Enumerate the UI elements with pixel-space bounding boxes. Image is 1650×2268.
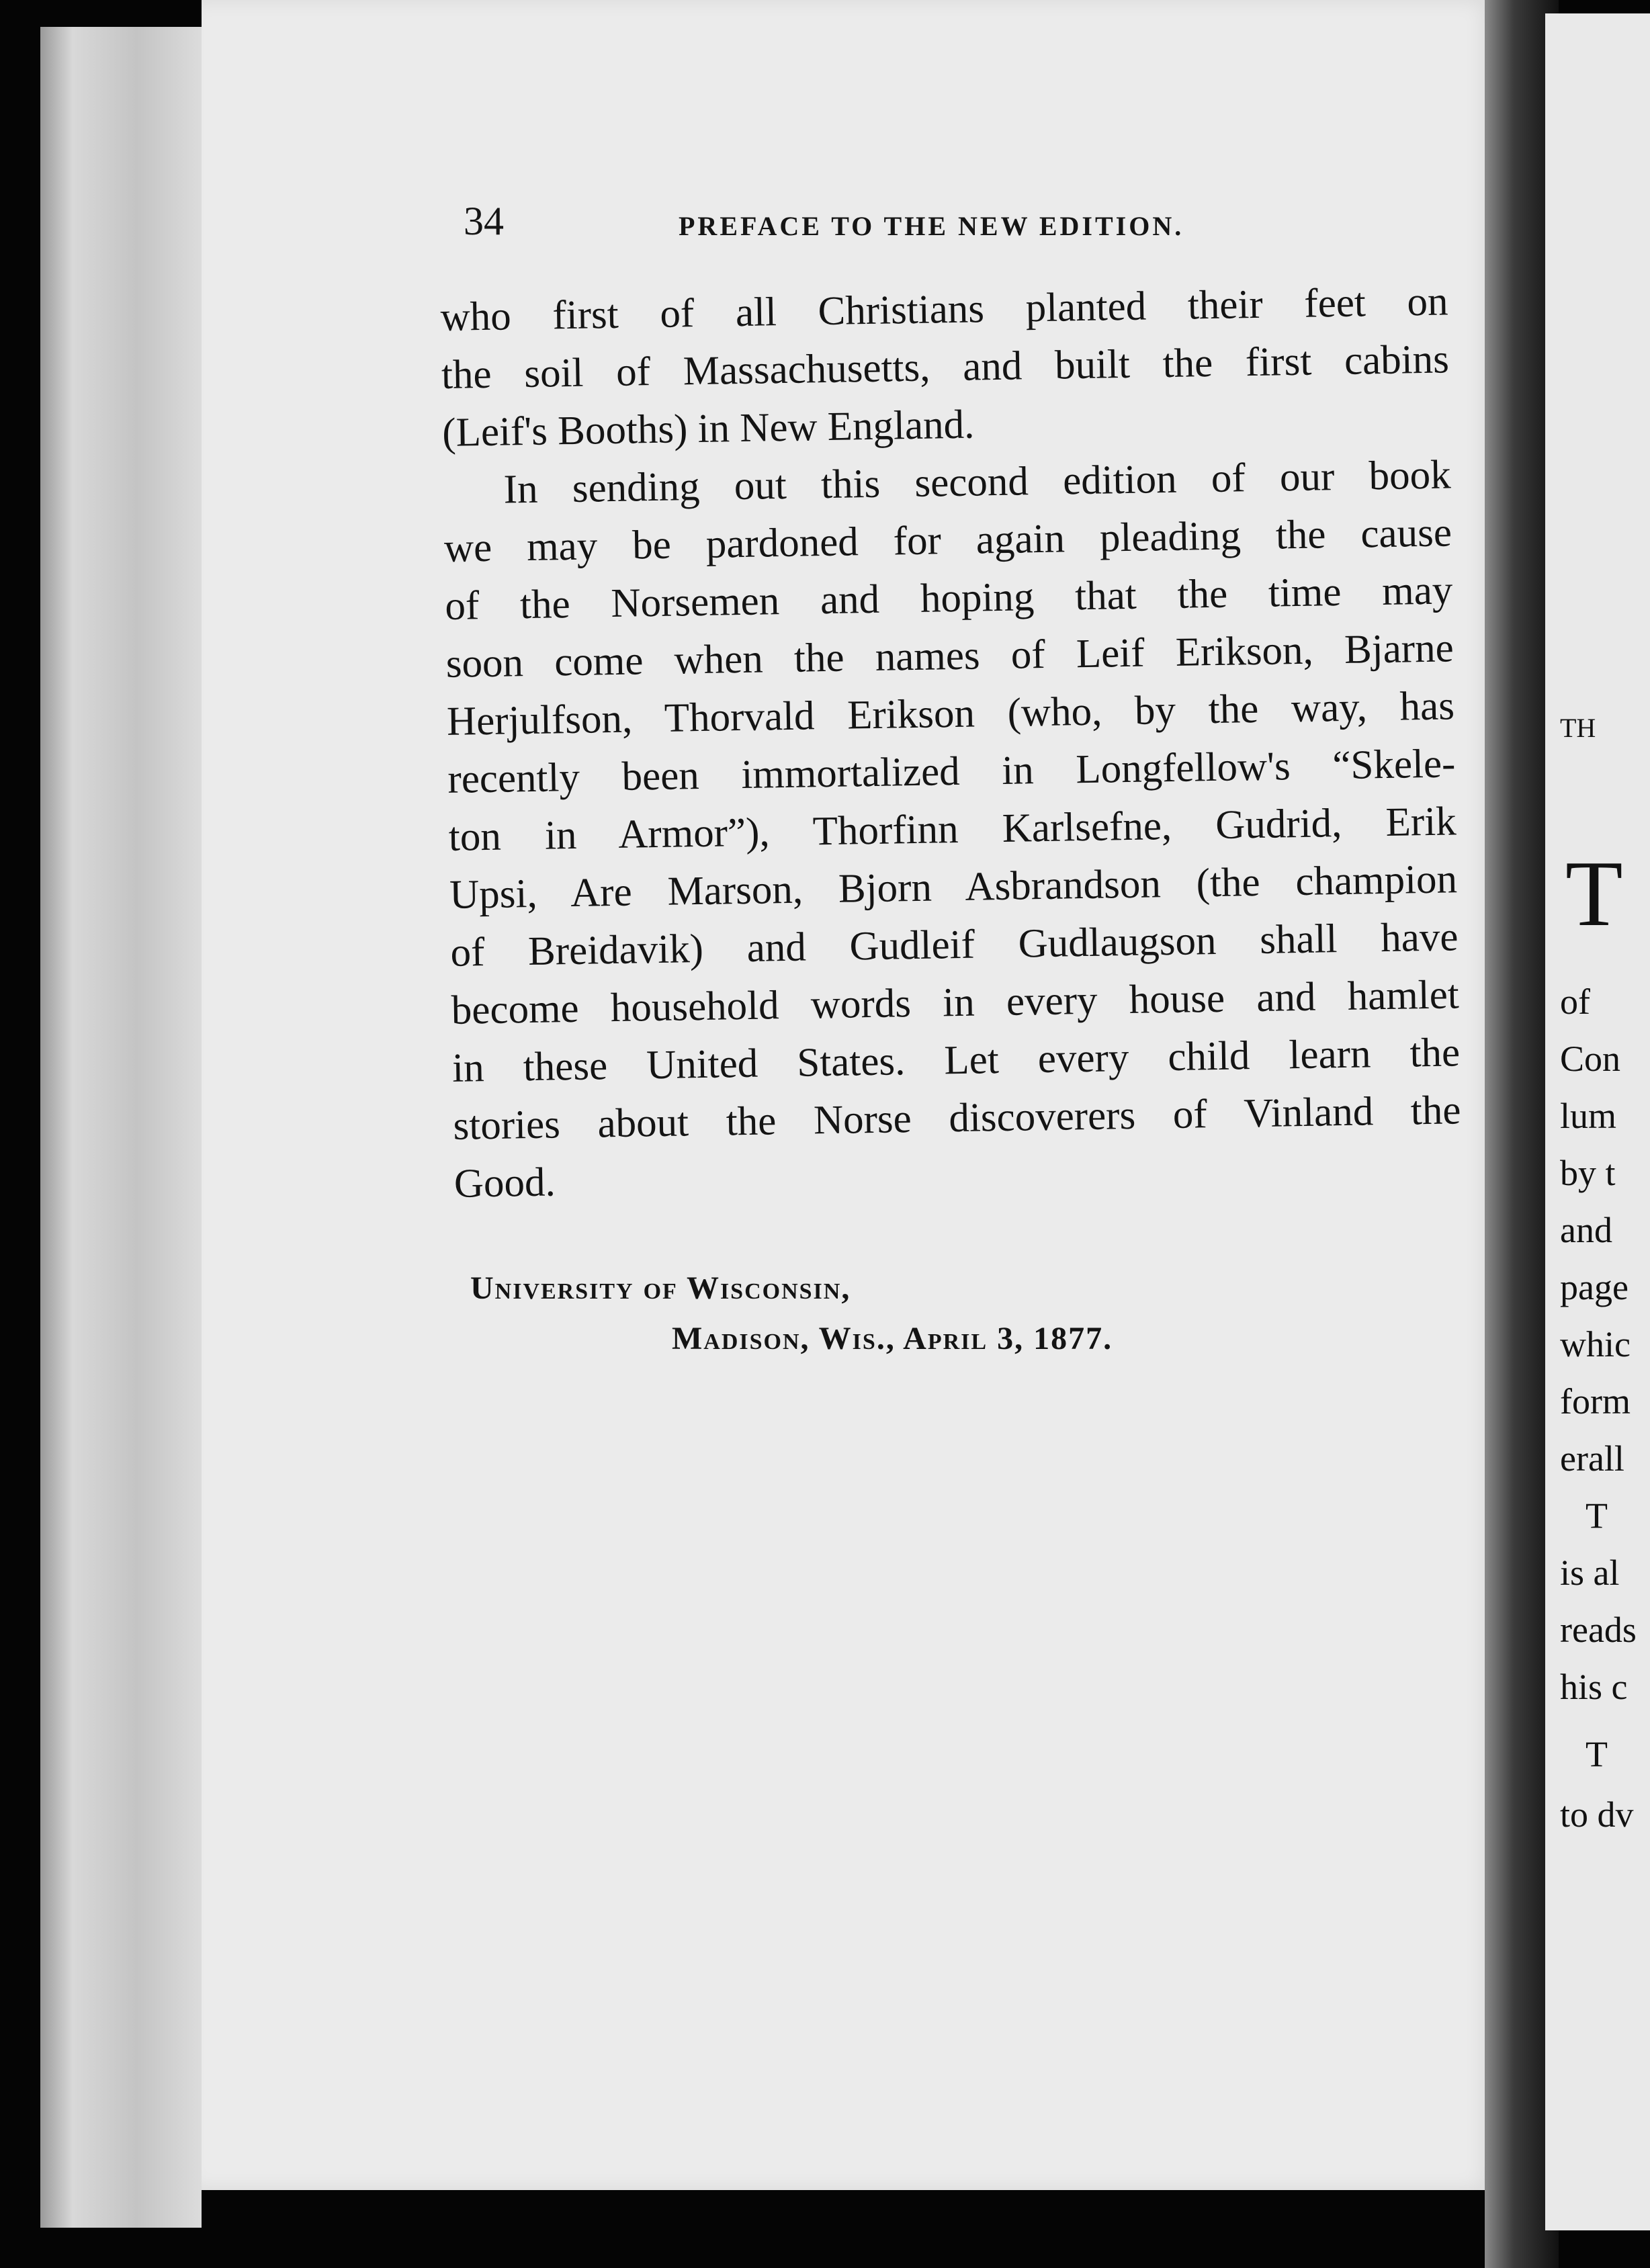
running-head (464, 198, 1404, 252)
signature-line-2: Madison, Wis., April 3, 1877. (672, 1321, 1113, 1356)
facing-fragment: Con (1560, 1039, 1621, 1079)
facing-fragment: reads (1560, 1610, 1637, 1650)
facing-fragment: his c (1560, 1667, 1628, 1707)
text-line: become household words in every house and hamlet (451, 972, 1460, 1033)
facing-fragment: form (1560, 1381, 1631, 1422)
facing-fragment: page (1560, 1267, 1629, 1307)
page-stack-edge (40, 27, 202, 2228)
text-line: who first of all Christians planted their feet on (440, 279, 1449, 340)
page-number: 34 (464, 199, 504, 243)
signature-line-1: University of Wisconsin, (470, 1270, 851, 1306)
facing-fragment: and (1560, 1210, 1612, 1250)
facing-fragment: T (1586, 1734, 1608, 1774)
text-line: stories about the Norse discoverers of Vinland the (453, 1088, 1461, 1149)
text-line: Upsi, Are Marson, Bjorn Asbrandson (the champion (449, 857, 1458, 918)
text-line: in these United States. Let every child learn the (451, 1030, 1461, 1091)
facing-fragment: T (1586, 1495, 1608, 1536)
text-line: of Breidavik) and Gudleif Gudlaugson shall have (450, 914, 1459, 975)
facing-fragment: of (1560, 982, 1590, 1022)
text-line: soon come when the names of Leif Erikson, Bjarne (445, 625, 1454, 687)
text-line: In sending out this second edition of our book (503, 452, 1452, 513)
text-line: we may be pardoned for again pleading the cause (443, 510, 1452, 571)
facing-fragment: by t (1560, 1153, 1616, 1193)
facing-fragment: TH (1560, 713, 1596, 743)
text-line: ton in Armor”), Thorfinn Karlsefne, Gudrid, Erik (448, 799, 1457, 860)
running-head-title: PREFACE TO THE NEW EDITION. (679, 211, 1184, 241)
facing-fragment: is al (1560, 1553, 1620, 1593)
text-line: the soil of Massachusetts, and built the first cabins (441, 337, 1450, 398)
text-line: of the Norsemen and hoping that the time may (444, 568, 1453, 629)
text-line: Herjulfson, Thorvald Erikson (who, by the way, has (446, 683, 1455, 744)
body-text (440, 273, 1462, 1213)
text-line: (Leif's Booths) in New England. (441, 402, 975, 455)
text-line: recently been immortalized in Longfellow's “Skele- (447, 741, 1456, 802)
facing-fragment: erall (1560, 1438, 1624, 1479)
facing-fragment: T (1565, 842, 1623, 946)
facing-fragment: whic (1560, 1324, 1631, 1364)
facing-page (1545, 13, 1650, 2230)
text-line: Good. (453, 1160, 556, 1207)
facing-fragment: lum (1560, 1096, 1617, 1136)
facing-fragment: to dv (1560, 1794, 1634, 1835)
